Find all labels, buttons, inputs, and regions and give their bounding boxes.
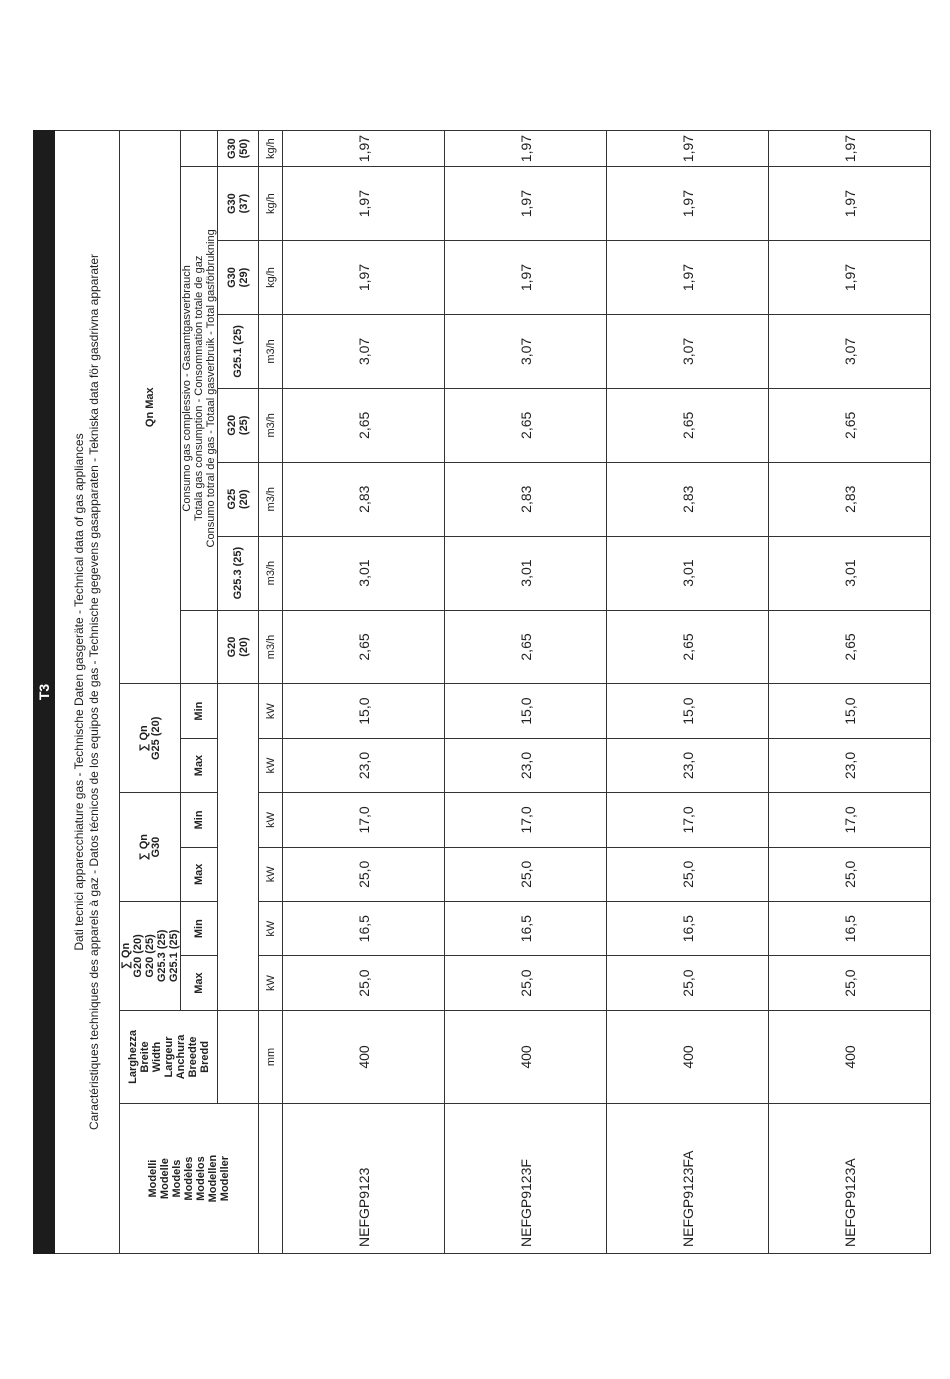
table-cell: 17,0 (607, 793, 769, 847)
table-cell: 2,65 (283, 388, 445, 462)
table-cell: 2,65 (283, 610, 445, 684)
kw-unit: kW (259, 738, 283, 792)
table-cell: 3,01 (607, 536, 769, 610)
table-cell: 17,0 (283, 793, 445, 847)
table-cell: 2,65 (445, 610, 607, 684)
table-cell: 25,0 (769, 847, 931, 901)
model-name: NEFGP9123FA (607, 1104, 769, 1254)
table-cell: 3,01 (769, 536, 931, 610)
kw-unit: kW (259, 956, 283, 1010)
table-cell: 17,0 (445, 793, 607, 847)
table-cell: 15,0 (607, 684, 769, 738)
min-header: Min (181, 793, 218, 847)
table-cell: 16,5 (769, 901, 931, 955)
gas-unit: m3/h (259, 314, 283, 388)
subtitle-line: Dati tecnici apparecchiature gas - Technische Daten gasgeräte - Technical data of gas appliances (72, 433, 86, 951)
models-unit-spacer (259, 1104, 283, 1254)
table-cell: 15,0 (283, 684, 445, 738)
consumption-header: Consumo gas complessivo - Gasamtgasverbrauch Totala gas consumption - Consommation totale de gaz Consumo totral de gas - Totaal gasverbruik - Total gasförbrukning (181, 167, 218, 610)
kw-unit: kW (259, 901, 283, 955)
gas-type-header: G25.1 (25) (218, 314, 259, 388)
table-cell: 3,07 (607, 314, 769, 388)
table-cell: 25,0 (607, 956, 769, 1010)
table-cell: 3,07 (283, 314, 445, 388)
table-cell: 2,65 (607, 610, 769, 684)
gas-unit: m3/h (259, 610, 283, 684)
table-cell: 400 (607, 1010, 769, 1103)
table-cell: 23,0 (283, 738, 445, 792)
table-cell: 25,0 (283, 847, 445, 901)
table-cell: 15,0 (769, 684, 931, 738)
table-cell: 1,97 (445, 131, 607, 167)
table-cell: 3,01 (283, 536, 445, 610)
table-row (607, 131, 769, 1254)
gas-type-header: G25.3 (25) (218, 536, 259, 610)
table-cell: 2,83 (283, 462, 445, 536)
group1-header: ∑ Qn G20 (20) G20 (25) G25.3 (25) G25.1 (25) (120, 901, 181, 1010)
gas-type-header: G30 (50) (218, 131, 259, 167)
table-cell: 25,0 (445, 847, 607, 901)
table-cell: 16,5 (607, 901, 769, 955)
table-cell: 25,0 (769, 956, 931, 1010)
table-cell: 2,65 (445, 388, 607, 462)
gas-unit: m3/h (259, 462, 283, 536)
gas-type-header: G30 (37) (218, 167, 259, 241)
table-cell: 23,0 (445, 738, 607, 792)
table-cell: 1,97 (769, 241, 931, 315)
table-cell: 25,0 (283, 956, 445, 1010)
kw-unit: kW (259, 847, 283, 901)
subtitle-line: Caractéristiques techniques des apparels à gaz - Datos técnicos de los equipos de gas - Technische gegevens gasapparaten - Tekniska data för gasdrivna apparater (87, 253, 101, 1131)
table-cell: 400 (769, 1010, 931, 1103)
qn-max-header: Qn Max (120, 131, 181, 684)
gas-unit: m3/h (259, 388, 283, 462)
table-cell: 1,97 (607, 167, 769, 241)
max-header: Max (181, 738, 218, 792)
table-cell: 2,65 (769, 610, 931, 684)
table-cell: 1,97 (445, 167, 607, 241)
table-cell: 2,83 (607, 462, 769, 536)
table-cell: 1,97 (283, 131, 445, 167)
qn-max-spacer (181, 131, 218, 167)
table-cell: 25,0 (445, 956, 607, 1010)
gas-type-header: G20 (20) (218, 610, 259, 684)
table-cell: 23,0 (769, 738, 931, 792)
group2-header: ∑ Qn G30 (120, 793, 181, 902)
group3-header: ∑ Qn G25 (20) (120, 684, 181, 793)
rotated-table-stage (33, 130, 916, 1254)
table-cell: 3,07 (769, 314, 931, 388)
table-title: T3 (34, 131, 55, 1254)
table-cell: 400 (283, 1010, 445, 1103)
gas-unit: m3/h (259, 536, 283, 610)
table-cell: 3,01 (445, 536, 607, 610)
table-cell: 25,0 (607, 847, 769, 901)
power-spacer (218, 684, 259, 1010)
table-cell: 15,0 (445, 684, 607, 738)
width-header: Larghezza Breite Width Largeur Anchura Breedte Bredd (120, 1010, 218, 1103)
gas-type-header: G30 (29) (218, 241, 259, 315)
model-name: NEFGP9123 (283, 1104, 445, 1254)
model-name: NEFGP9123A (769, 1104, 931, 1254)
kw-unit: kW (259, 684, 283, 738)
table-cell: 17,0 (769, 793, 931, 847)
table-cell: 1,97 (607, 131, 769, 167)
model-name: NEFGP9123F (445, 1104, 607, 1254)
table-row (283, 131, 445, 1254)
table-cell: 2,65 (769, 388, 931, 462)
gas-type-header: G25 (20) (218, 462, 259, 536)
width-unit-spacer (218, 1010, 259, 1103)
kw-unit: kW (259, 793, 283, 847)
gas-unit: kg/h (259, 241, 283, 315)
table-cell: 23,0 (607, 738, 769, 792)
table-cell: 2,83 (769, 462, 931, 536)
table-cell: 400 (445, 1010, 607, 1103)
table-cell: 16,5 (445, 901, 607, 955)
table-cell: 1,97 (283, 167, 445, 241)
table-cell: 1,97 (445, 241, 607, 315)
gas-unit: kg/h (259, 131, 283, 167)
table-row (445, 131, 607, 1254)
models-header: Modelli Modelle Models Modèles Modelos Modellen Modeller (120, 1104, 259, 1254)
table-cell: 1,97 (769, 131, 931, 167)
gas-type-header: G20 (25) (218, 388, 259, 462)
table-subtitle (55, 131, 120, 1254)
gas-data-table (33, 130, 931, 1254)
table-cell: 16,5 (283, 901, 445, 955)
table-cell: 3,07 (445, 314, 607, 388)
table-cell: 1,97 (769, 167, 931, 241)
min-header: Min (181, 901, 218, 955)
min-header: Min (181, 684, 218, 738)
table-cell: 1,97 (607, 241, 769, 315)
table-cell: 2,83 (445, 462, 607, 536)
max-header: Max (181, 956, 218, 1010)
table-cell: 1,97 (283, 241, 445, 315)
table-row (769, 131, 931, 1254)
width-unit: mm (259, 1010, 283, 1103)
qn-max-spacer (181, 610, 218, 684)
table-cell: 2,65 (607, 388, 769, 462)
gas-unit: kg/h (259, 167, 283, 241)
max-header: Max (181, 847, 218, 901)
